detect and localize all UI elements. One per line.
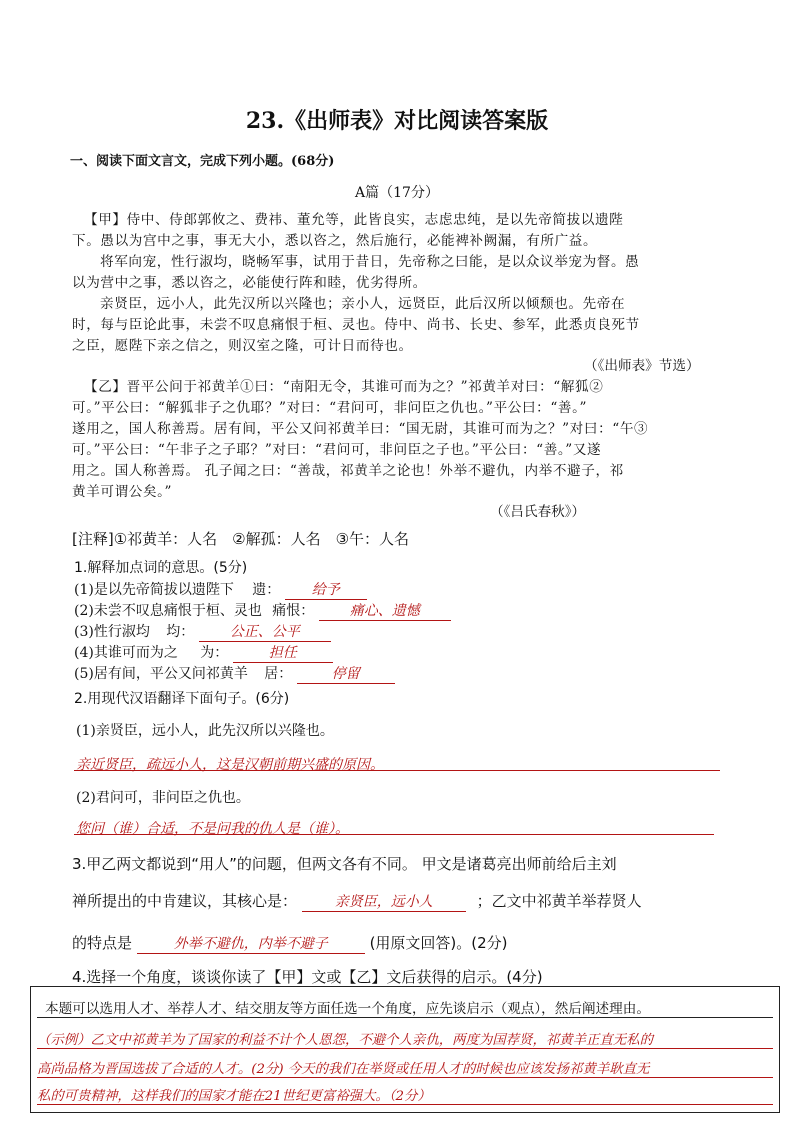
passage-jia-line: 时，每与臣论此事，未尝不叹息痛恨于桓、灵也。侍中、尚书、长史、参军，此悉贞良死节 [72, 317, 640, 333]
q2-sentence-1: (1)亲贤臣，远小人，此先汉所以兴隆也。 [76, 723, 334, 739]
q1-item-text: (2)未尝不叹息痛恨于桓、灵也 [74, 603, 262, 619]
passage-jia-line: 将军向宠，性行淑均，晓畅军事，试用于昔日，先帝称之曰能，是以众议举宠为督。愚 [100, 254, 640, 270]
q2-prompt: 2.用现代汉语翻译下面句子。(6分) [74, 691, 290, 707]
part-heading: A篇（17分） [355, 185, 439, 201]
passage-yi-line: 用之。国人称善焉。 孔子闻之曰：“善哉，祁黄羊之论也！外举不避仇，内举不避子，祁 [72, 463, 624, 479]
instructions: 一、阅读下面文言文，完成下列小题。(68分) [70, 154, 335, 169]
q3-line-3a: 的特点是 [72, 934, 133, 952]
q1-item-word: 居： [264, 666, 293, 682]
q1-item-text: (3)性行淑均 [74, 624, 150, 640]
q3-line-1: 3.甲乙两文都说到“用人”的问题，但两文各有不同。 甲文是诸葛亮出师前给后主刘 [72, 855, 617, 873]
q2-answer-2-underline [74, 834, 714, 835]
q1-item [74, 621, 331, 642]
q1-answer: 公正、公平 [199, 621, 331, 642]
page-title: 23.《出师表》对比阅读答案版 [245, 108, 549, 134]
q4-answer-underline [37, 1048, 773, 1049]
q2-answer-2: 您问（谁）合适，不是问我的仇人是（谁）。 [76, 821, 349, 837]
q4-answer-guide: 本题可以选用人才、举荐人才、结交朋友等方面任选一个角度，应先谈启示（观点），然后阐述理由。 [45, 1001, 650, 1017]
q1-answer: 痛心、遗憾 [319, 600, 451, 621]
q4-answer-box [30, 986, 780, 1113]
passage-jia-line: 之臣，愿陛下亲之信之，则汉室之隆，可计日而待也。 [72, 338, 413, 354]
q1-item [74, 579, 367, 600]
q4-answer-line: （示例）乙文中祁黄羊为了国家的利益不计个人恩怨，不避个人亲仇，两度为国荐贤，祁黄羊正直无私的 [37, 1033, 653, 1048]
passage-yi-line: 黄羊可谓公矣。” [72, 484, 173, 500]
q1-answer: 给予 [285, 579, 367, 600]
passage-jia-source: （《出师表》节选） [584, 358, 700, 374]
passage-jia-line: 亲贤臣，远小人，此先汉所以兴隆也；亲小人，远贤臣，此后汉所以倾颓也。先帝在 [100, 296, 626, 312]
q4-answer-line: 私的可贵精神，这样我们的国家才能在21世纪更富裕强大。（2分） [37, 1089, 431, 1104]
q1-item-word: 痛恨： [272, 603, 315, 619]
q1-item-text: (1)是以先帝简拔以遗陛下 [74, 582, 234, 598]
q4-answer-line: 高尚品格为晋国选拔了合适的人才。(2分) 今天的我们在举贤或任用人才的时候也应该发扬祁黄羊耿直无 [37, 1062, 650, 1077]
passage-yi-line: 可。”平公曰：“解狐非子之仇耶？”对曰：“君问可，非问臣之仇也。”平公曰：“善。” [72, 400, 588, 416]
q3-line-3 [72, 932, 508, 954]
passage-jia-line: 以为营中之事，悉以咨之，必能使行阵和睦，优劣得所。 [72, 275, 427, 291]
passage-yi-line: 遂用之，国人称善焉。居有间，平公又问祁黄羊曰：“国无尉，其谁可而为之？”对曰：“午③ [72, 421, 649, 437]
q1-item-text: (4)其谁可而为之 [74, 645, 178, 661]
q4-prompt: 4.选择一个角度，谈谈你读了【甲】文或【乙】文后获得的启示。(4分) [72, 968, 543, 986]
q1-item-text: (5)居有间，平公又问祁黄羊 [74, 666, 248, 682]
q2-sentence-2: (2)君问可，非问臣之仇也。 [76, 790, 250, 806]
q1-item [74, 663, 395, 684]
passage-yi-line: 可。”平公曰：“午非子之子耶？”对曰：“君问可，非问臣之子也。”平公曰：“善。”又遂 [72, 442, 602, 458]
q4-guide-underline [37, 1017, 773, 1018]
q1-answer: 停留 [297, 663, 395, 684]
q1-item [74, 600, 451, 621]
passage-yi-source: （《吕氏春秋》） [490, 504, 586, 520]
q3-line-2 [72, 890, 642, 912]
q1-answer: 担任 [233, 642, 333, 663]
q3-answer-1: 亲贤臣，远小人 [302, 891, 466, 912]
q1-prompt: 1.解释加点词的意思。(5分) [74, 560, 248, 576]
q1-item-word: 均： [166, 624, 195, 640]
q2-answer-1-underline [74, 770, 720, 771]
q2-answer-1: 亲近贤臣，疏远小人，这是汉朝前期兴盛的原因。 [76, 757, 384, 773]
q3-line-3b: (用原文回答)。(2分) [369, 934, 508, 952]
passage-jia-line: 【甲】侍中、侍郎郭攸之、费祎、董允等，此皆良实，志虑忠纯，是以先帝简拔以遗陛 [84, 212, 624, 228]
q4-answer-underline [37, 1077, 773, 1078]
q1-item [74, 642, 333, 663]
notes: [注释]①祁黄羊：人名 ②解孤：人名 ③午：人名 [72, 530, 410, 548]
passage-yi-line: 【乙】晋平公问于祁黄羊①曰：“南阳无令，其谁可而为之？”祁黄羊对曰：“解狐② [84, 379, 604, 395]
q3-line-2a: 禅所提出的中肯建议，其核心是： [72, 892, 298, 910]
passage-jia-line: 下。愚以为宫中之事，事无大小，悉以咨之，然后施行，必能裨补阙漏，有所广益。 [72, 233, 598, 249]
q3-line-2b: ；乙文中祁黄羊举荐贤人 [476, 892, 642, 910]
q1-item-word: 为： [200, 645, 229, 661]
q4-answer-underline [37, 1104, 773, 1105]
q1-item-word: 遗： [252, 582, 281, 598]
q3-answer-2: 外举不避仇，内举不避子 [137, 933, 365, 954]
